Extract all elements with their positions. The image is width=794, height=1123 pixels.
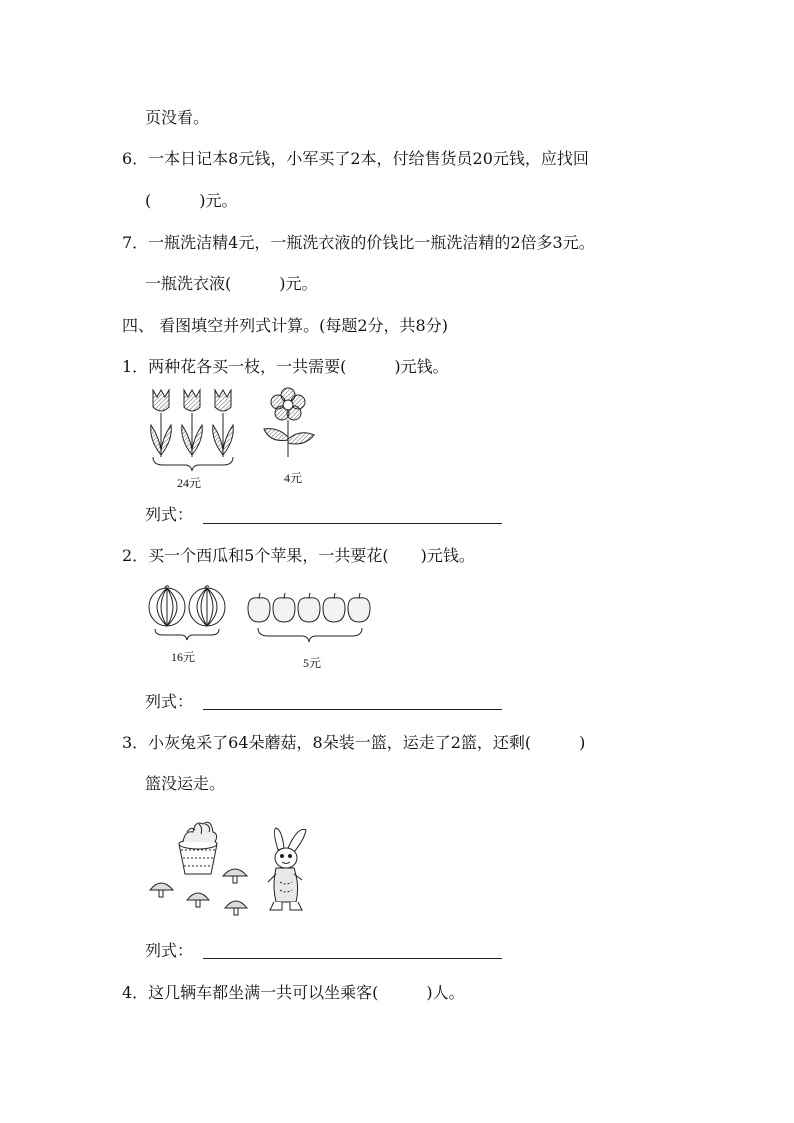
q2-text: 2．买一个西瓜和5个苹果，一共要花( )元钱。 — [122, 546, 475, 565]
q3-formula-answer-line[interactable] — [203, 958, 502, 959]
watermelons-brace — [155, 629, 219, 640]
tulip-1 — [151, 390, 172, 457]
tulips-price-caption: 24元 — [177, 476, 202, 490]
q3-formula-label: 列式： — [145, 941, 194, 960]
q2-formula-answer-line[interactable] — [203, 709, 502, 710]
mushroom-basket-illustration — [145, 810, 255, 920]
watermelons-price-caption: 16元 — [171, 650, 196, 664]
apples-illustration — [244, 592, 379, 654]
q3-line1: 3．小灰兔采了64朵蘑菇，8朵装一篮，运走了2篮，还剩( ) — [122, 733, 586, 752]
section-4-heading: 四、 看图填空并列式计算。(每题2分，共8分) — [122, 316, 448, 335]
q1-text: 1．两种花各买一枝，一共需要( )元钱。 — [122, 357, 449, 376]
flower-illustration — [260, 385, 320, 460]
tulip-3 — [213, 390, 234, 457]
tulips-illustration — [145, 385, 240, 465]
q1-formula-label: 列式： — [145, 505, 194, 524]
watermelons-illustration — [145, 585, 230, 645]
apples-price-caption: 5元 — [303, 656, 322, 670]
q7-line2: 一瓶洗衣液( )元。 — [145, 274, 318, 293]
apples-brace — [258, 628, 362, 642]
q3-line2: 篮没运走。 — [145, 774, 226, 793]
flower-price-caption: 4元 — [284, 471, 303, 485]
q4-text: 4．这几辆车都坐满一共可以坐乘客( )人。 — [122, 983, 465, 1002]
q2-formula-label: 列式： — [145, 692, 194, 711]
q1-formula-answer-line[interactable] — [203, 523, 502, 524]
rabbit-illustration — [262, 826, 317, 916]
tulips-brace — [153, 457, 233, 471]
q6-line2: ( )元。 — [145, 191, 238, 210]
tulip-2 — [182, 390, 203, 457]
q7-line1: 7．一瓶洗洁精4元，一瓶洗衣液的价钱比一瓶洗洁精的2倍多3元。 — [122, 233, 595, 252]
q5-tail-text: 页没看。 — [145, 108, 210, 127]
q6-line1: 6．一本日记本8元钱，小军买了2本，付给售货员20元钱，应找回 — [122, 149, 589, 168]
